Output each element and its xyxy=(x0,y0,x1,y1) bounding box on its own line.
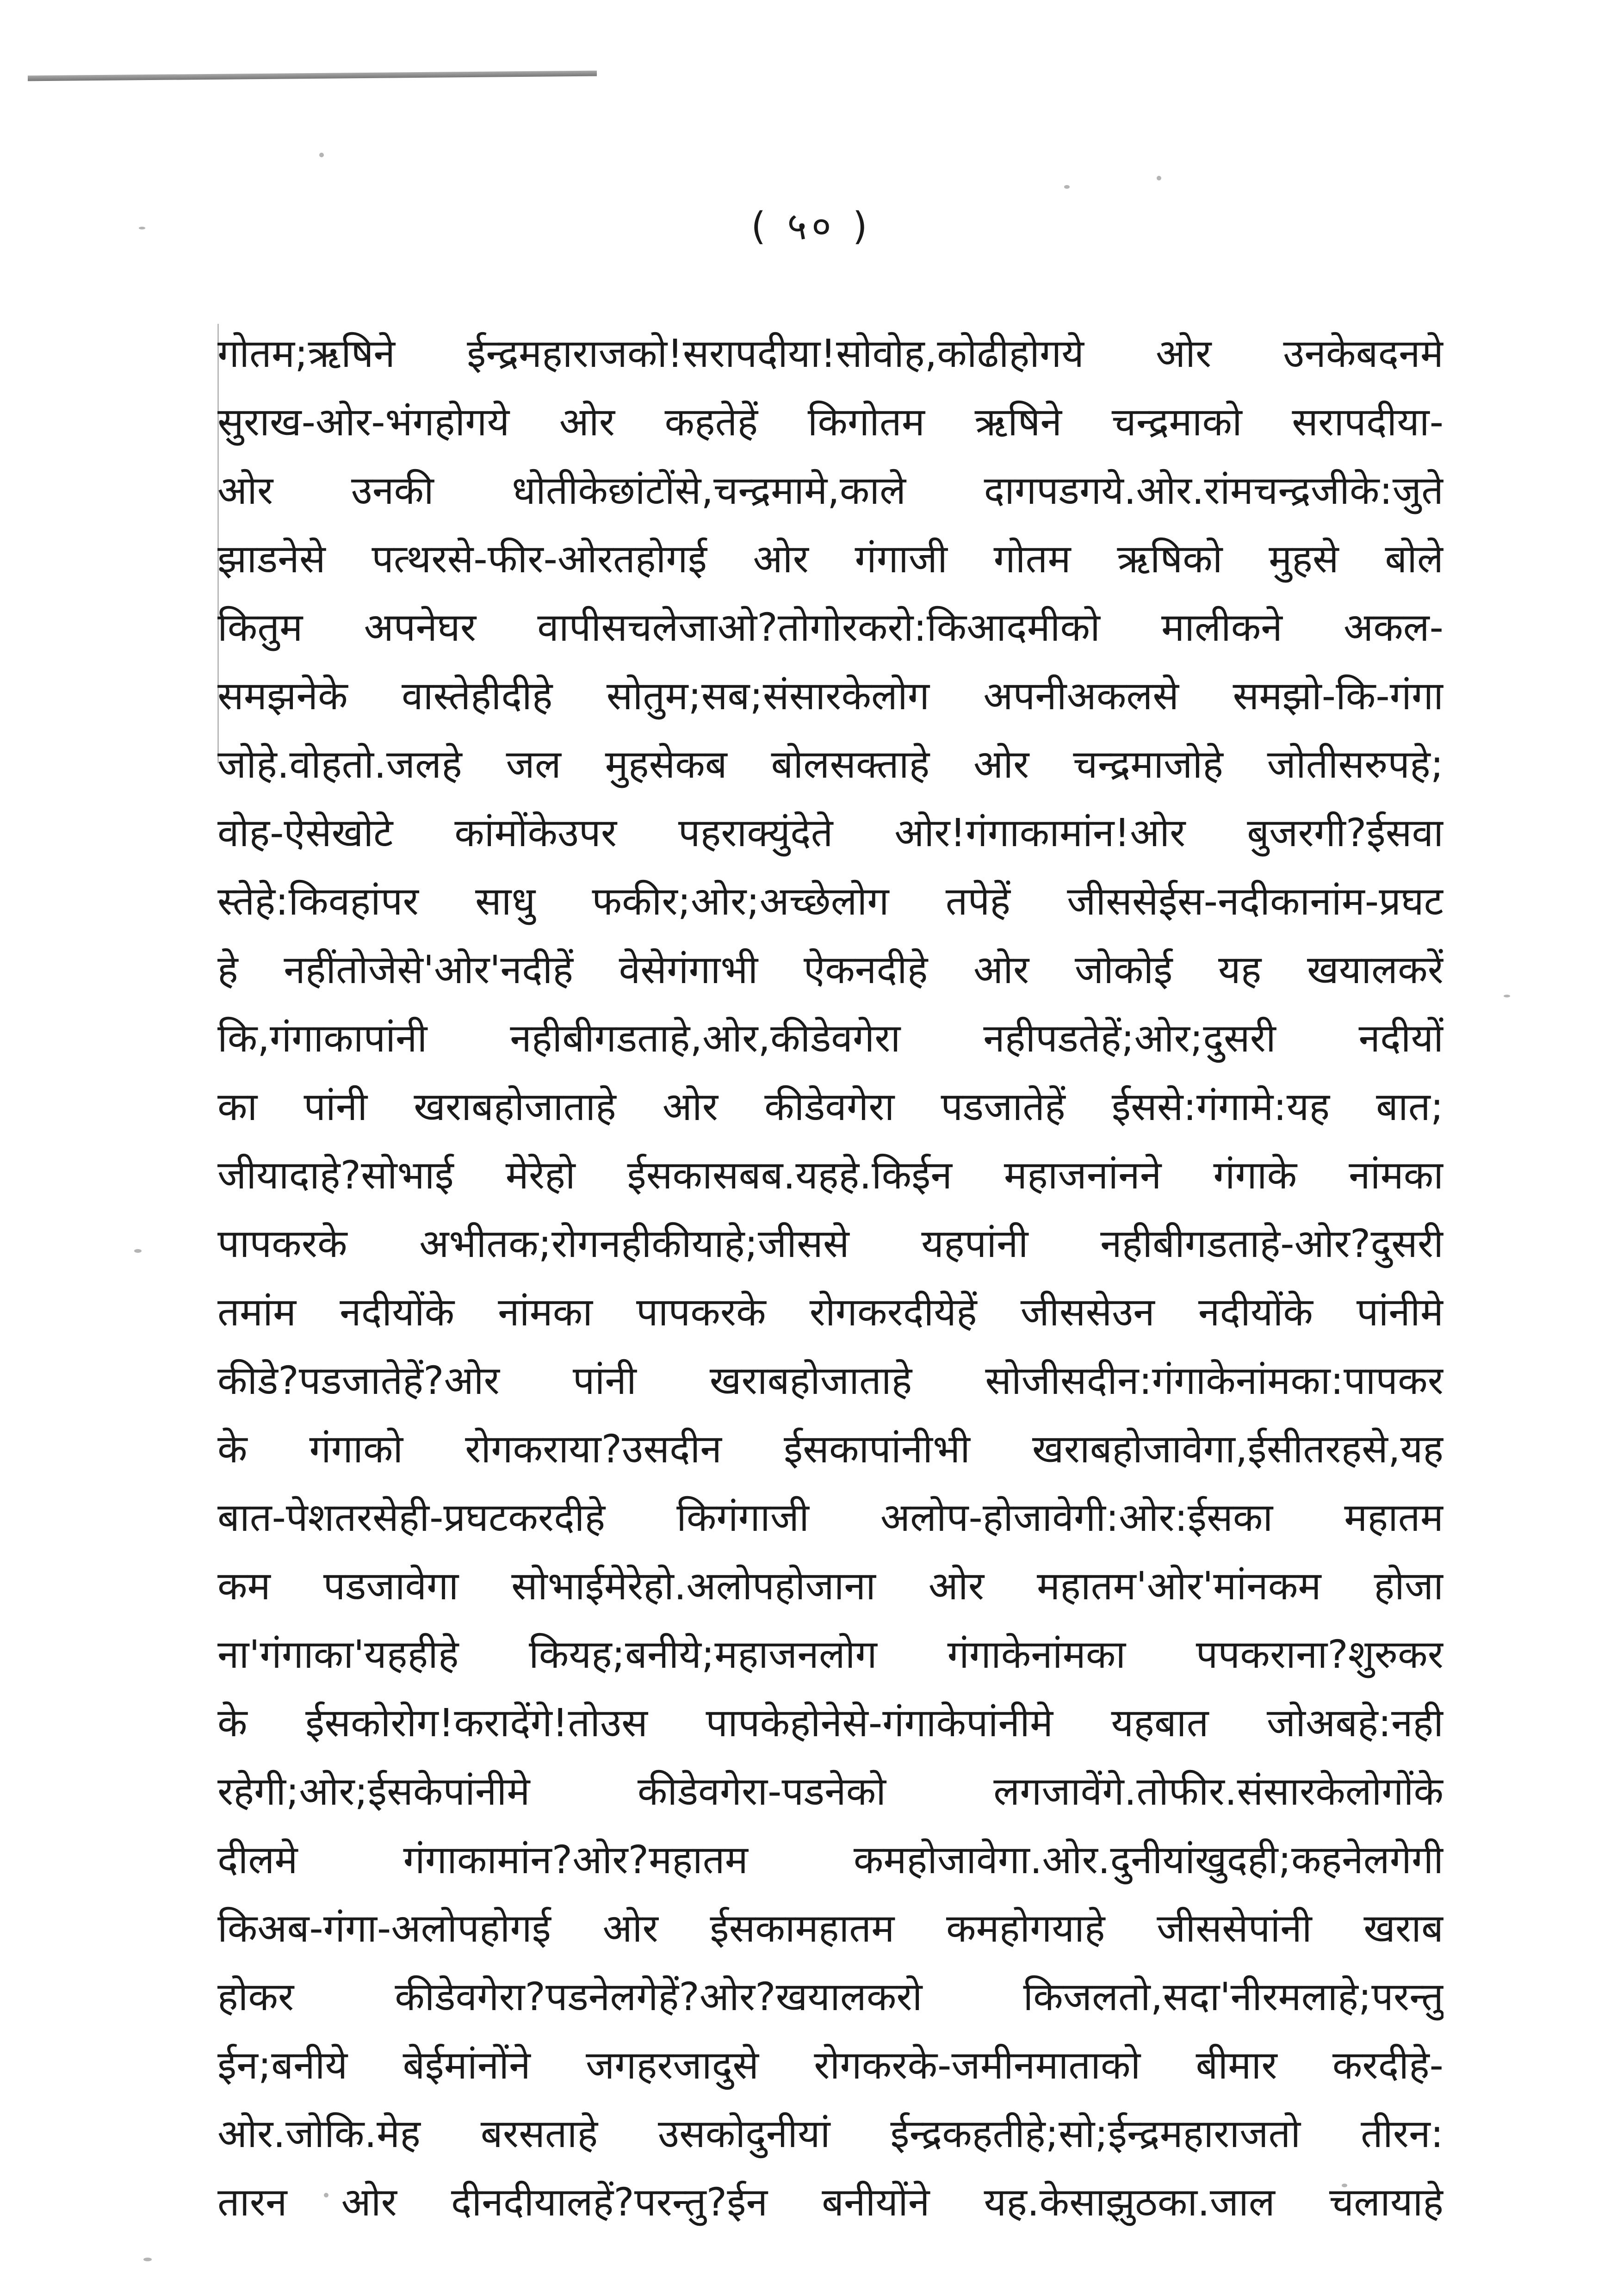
text-line: झाडनेसे पत्थरसे-फीर-ओरतहोगई ओर गंगाजी गोतम ऋषिको मुहसे बोले xyxy=(217,536,1443,582)
text-line: होकर कीडेवगेरा?पडनेलगेहें?ओर?खयालकरो किजलतो,सदा'नीरमलाहे;परन्तु xyxy=(217,1974,1443,2019)
text-line: समझनेके वास्तेहीदीहे सोतुम;सब;संसारकेलोग अपनीअकलसे समझो-कि-गंगा xyxy=(217,673,1443,718)
text-line: ईन;बनीये बेईमांनोंने जगहरजादुसे रोगकरके-जमीनमाताको बीमार करदीहे- xyxy=(217,2042,1443,2088)
text-line: बात-पेशतरसेही-प्रघटकरदीहे किगंगाजी अलोप-होजावेगी:ओर:ईसका महातम xyxy=(217,1495,1443,1540)
text-line: गोतम;ऋषिने ईन्द्रमहाराजको!सरापदीया!सोवोह,कोढीहोगये ओर उनकेबदनमे xyxy=(217,331,1443,376)
text-line: जीयादाहे?सोभाई मेरेहो ईसकासबब.यहहे.किईन महाजनांनने गंगाके नांमका xyxy=(217,1152,1443,1198)
scan-speck xyxy=(143,2258,152,2261)
scan-speck xyxy=(134,1249,142,1253)
scan-speck xyxy=(319,153,324,157)
text-line: कम पडजावेगा सोभाईमेरेहो.अलोपहोजाना ओर महातम'ओर'मांनकम होजा xyxy=(217,1563,1443,1609)
text-line: के गंगाको रोगकराया?उसदीन ईसकापांनीभी खराबहोजावेगा,ईसीतरहसे,यह xyxy=(217,1426,1443,1472)
top-edge-rule xyxy=(28,71,597,81)
scan-speck xyxy=(1064,185,1070,189)
text-line: जोहे.वोहतो.जलहे जल मुहसेकब बोलसक्ताहे ओर चन्द्रमाजोहे जोतीसरुपहे; xyxy=(217,742,1443,787)
scan-speck xyxy=(1504,995,1510,997)
scan-speck xyxy=(1157,176,1161,180)
text-line: तमांम नदीयोंके नांमका पापकरके रोगकरदीयेहें जीससेउन नदीयोंके पांनीमे xyxy=(217,1289,1443,1335)
body-text xyxy=(217,319,1443,2236)
text-line: दीलमे गंगाकामांन?ओर?महातम कमहोजावेगा.ओर.दुनीयांखुदही;कहनेलगेगी xyxy=(217,1837,1443,1882)
text-line: के ईसकोरोग!करादेंगे!तोउस पापकेहोनेसे-गंगाकेपांनीमे यहबात जोअबहे:नही xyxy=(217,1700,1443,1745)
text-line: कि,गंगाकापांनी नहीबीगडताहे,ओर,कीडेवगेरा नहीपडतेहें;ओर;दुसरी नदीयों xyxy=(217,1015,1443,1061)
text-line: का पांनी खराबहोजाताहे ओर कीडेवगेरा पडजातेहें ईससे:गंगामे:यह बात; xyxy=(217,1084,1443,1129)
text-line: ओर उनकी धोतीकेछांटोंसे,चन्द्रमामे,काले दागपडगये.ओर.रांमचन्द्रजीके:जुते xyxy=(217,468,1443,513)
text-line: रहेगी;ओर;ईसकेपांनीमे कीडेवगेरा-पडनेको लगजावेंगे.तोफीर.संसारकेलोगोंके xyxy=(217,1769,1443,1814)
text-line: वोह-ऐसेखोटे कांमोंकेउपर पहराक्युंदेते ओर!गंगाकामांन!ओर बुजरगी?ईसवा xyxy=(217,810,1443,855)
text-line: कीडे?पडजातेहें?ओर पांनी खराबहोजाताहे सोजीसदीन:गंगाकेनांमका:पापकर xyxy=(217,1358,1443,1403)
text-line: ओर.जोकि.मेह बरसताहे उसकोदुनीयां ईन्द्रकहतीहे;सो;ईन्द्रमहाराजतो तीरन: xyxy=(217,2111,1443,2156)
text-line: सुराख-ओर-भंगहोगये ओर कहतेहें किगोतम ऋषिने चन्द्रमाको सरापदीया- xyxy=(217,399,1443,445)
text-line: किअब-गंगा-अलोपहोगई ओर ईसकामहातम कमहोगयाहे जीससेपांनी खराब xyxy=(217,1906,1443,1951)
text-line: ना'गंगाका'यहहीहे कियह;बनीये;महाजनलोग गंगाकेनांमका पपकराना?शुरुकर xyxy=(217,1632,1443,1677)
text-line: कितुम अपनेघर वापीसचलेजाओ?तोगोरकरो:किआदमीको मालीकने अकल- xyxy=(217,605,1443,650)
text-line: पापकरके अभीतक;रोगनहीकीयाहे;जीससे यहपांनी नहीबीगडताहे-ओर?दुसरी xyxy=(217,1221,1443,1266)
text-line: हे नहींतोजेसे'ओर'नदीहें वेसेगंगाभी ऐकनदीहे ओर जोकोई यह खयालकरें xyxy=(217,947,1443,992)
text-line: स्तेहे:किवहांपर साधु फकीर;ओर;अच्छेलोग तपेहें जीससेईस-नदीकानांम-प्रघट xyxy=(217,879,1443,924)
text-line: तारन ओर दीनदीयालहें?परन्तु?ईन बनीयोंने यह.केसाझुठका.जाल चलायाहे xyxy=(217,2179,1443,2225)
page-number: ( ५० ) xyxy=(751,204,872,248)
